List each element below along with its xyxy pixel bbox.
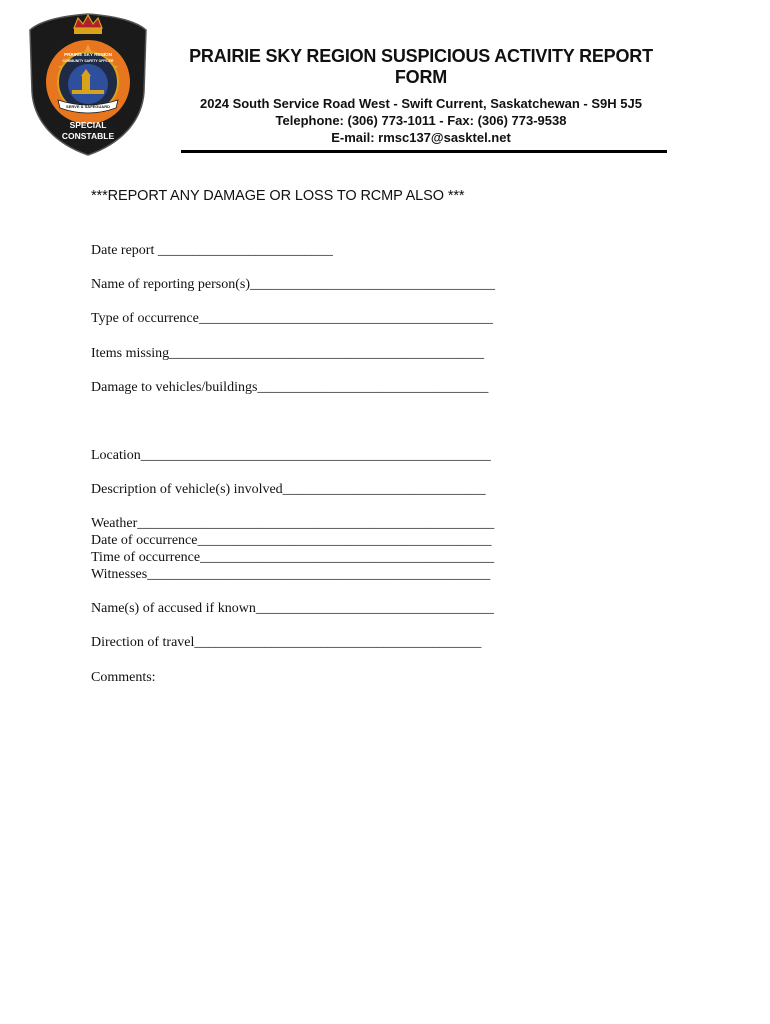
form-title-line2: FORM xyxy=(394,67,448,87)
damage-field[interactable]: Damage to vehicles/buildings_________________________________ xyxy=(91,380,489,395)
form-header xyxy=(176,46,666,146)
location-field[interactable]: Location__________________________________________________ xyxy=(91,448,491,463)
special-constable-badge-logo xyxy=(28,12,148,157)
date-report-field[interactable]: Date report _________________________ xyxy=(91,243,333,258)
form-title-line1: PRAIRIE SKY REGION SUSPICIOUS ACTIVITY REPORT xyxy=(189,46,653,66)
reporting-person-field[interactable]: Name of reporting person(s)___________________________________ xyxy=(91,277,496,292)
header-phone-fax: Telephone: (306) 773-1011 - Fax: (306) 773-9538 xyxy=(275,113,567,128)
rcmp-notice: ***REPORT ANY DAMAGE OR LOSS TO RCMP ALSO *** xyxy=(91,188,465,204)
logo-label-constable: CONSTABLE xyxy=(61,131,115,141)
header-divider xyxy=(181,150,667,153)
header-address: 2024 South Service Road West - Swift Current, Saskatchewan - S9H 5J5 xyxy=(200,96,642,111)
time-occurrence-field[interactable]: Time of occurrence__________________________________________ xyxy=(91,550,495,565)
items-missing-field[interactable]: Items missing_____________________________________________ xyxy=(91,346,485,361)
witnesses-field[interactable]: Witnesses_________________________________________________ xyxy=(91,567,491,582)
weather-field[interactable]: Weather___________________________________________________ xyxy=(91,516,495,531)
occurrence-type-field[interactable]: Type of occurrence__________________________________________ xyxy=(91,311,493,326)
logo-motto: SERVE & SAFEGUARD xyxy=(66,104,110,109)
accused-field[interactable]: Name(s) of accused if known__________________________________ xyxy=(91,601,494,616)
date-occurrence-field[interactable]: Date of occurrence__________________________________________ xyxy=(91,533,492,548)
logo-band-text: COMMUNITY SAFETY OFFICER xyxy=(62,59,114,63)
logo-label-special: SPECIAL xyxy=(69,120,107,130)
direction-field[interactable]: Direction of travel_________________________________________ xyxy=(91,635,482,650)
logo-arc-text: PRAIRIE SKY REGION xyxy=(64,52,112,57)
header-email: E-mail: rmsc137@sasktel.net xyxy=(331,130,511,145)
vehicle-description-field[interactable]: Description of vehicle(s) involved_____________________________ xyxy=(91,482,486,497)
comments-field[interactable]: Comments: xyxy=(91,670,156,685)
